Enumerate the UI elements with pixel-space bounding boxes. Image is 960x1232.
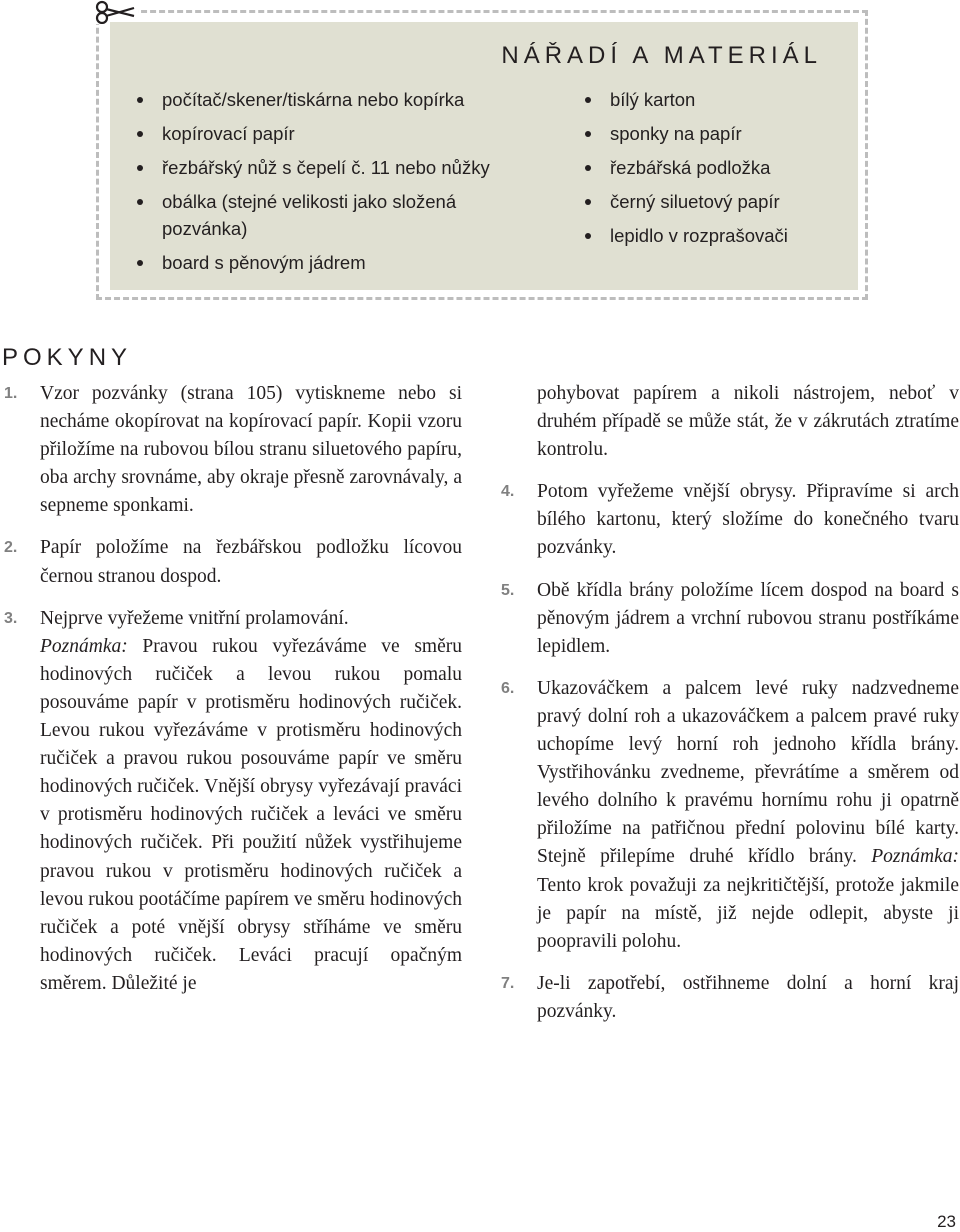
note-text: Tento krok považuji za nejkritičtější, protože jakmile je papír na místě, již nejde odlepit, abyste ji poopravili polohu. <box>537 874 959 952</box>
list-item: počítač/skener/tiskárna nebo kopírka <box>162 86 562 113</box>
step-number: 1. <box>4 385 18 402</box>
list-item: řezbářská podložka <box>610 154 850 181</box>
step-number: 2. <box>4 539 18 557</box>
tools-list-right <box>610 86 850 256</box>
scissors-icon <box>94 0 138 24</box>
bullet-icon <box>585 199 591 205</box>
step <box>501 675 959 956</box>
step <box>501 970 959 1026</box>
bullet-icon <box>137 260 143 266</box>
step-number: 5. <box>501 581 515 599</box>
note-label: Poznámka: <box>871 846 959 868</box>
step-number: 4. <box>501 483 515 501</box>
bullet-icon <box>137 165 143 171</box>
list-item: černý siluetový papír <box>610 188 850 215</box>
step-text: Obě křídla brány položíme lícem dospod na board s pěnovým jádrem a vrchní rubovou stranu postříkáme lepidlem. <box>537 579 959 657</box>
list-item: sponky na papír <box>610 120 850 147</box>
step <box>501 478 959 562</box>
step-number: 6. <box>501 679 515 697</box>
step-number: 3. <box>4 609 18 627</box>
bullet-icon <box>585 97 591 103</box>
step-text: Nejprve vyřežeme vnitřní prolamování. <box>40 607 349 629</box>
note-text: Pravou rukou vyřezáváme ve směru hodinových ručiček a levou rukou pomalu posouváme papír v protisměru hodinových ručiček. Levou rukou vyřezáváme v protisměru hodinových ručiček a pravou rukou posouváme papír ve směru hodinových ručiček. Vnější obrysy vyřezávají praváci v protisměru hodinových ručiček a leváci ve směru hodinových ručiček. Při použití nůžek vystřihujeme pravou rukou v protisměru hodinových ručiček a levou rukou pootáčíme papírem ve směru hodinových ručiček a poté vnější obrysy stříháme ve směru hodinových ručiček. Leváci pracují opačným směrem. Důležité je <box>40 635 462 994</box>
instructions-column-right <box>501 380 959 1040</box>
step-text: Papír položíme na řezbářskou podložku lícovou černou stranou dospod. <box>40 537 462 587</box>
bullet-icon <box>137 97 143 103</box>
step-text: Vzor pozvánky (strana 105) vytiskneme nebo si necháme okopírovat na kopírovací papír. Kopii vzoru přiložíme na rubovou bílou stranu siluetového papíru, oba archy srovnáme, aby okraje přesně zarovnávaly, a sepneme sponkami. <box>40 383 462 517</box>
step <box>4 605 462 998</box>
bullet-icon <box>585 233 591 239</box>
continuation-text: pohybovat papírem a nikoli nástrojem, neboť v druhém případě se může stát, že v zákrutách ztratíme kontrolu. <box>537 383 959 461</box>
tools-list-left <box>162 86 562 283</box>
tools-and-materials-box <box>110 22 858 290</box>
tools-title: NÁŘADÍ A MATERIÁL <box>501 42 822 69</box>
note-label: Poznámka: <box>40 635 128 657</box>
step-text: Potom vyřežeme vnější obrysy. Připravíme si arch bílého kartonu, který složíme do konečného tvaru pozvánky. <box>537 481 959 559</box>
instructions-heading: POKYNY <box>2 344 133 371</box>
step-number: 7. <box>501 974 515 992</box>
instructions-column-left <box>4 380 462 1012</box>
list-item: lepidlo v rozprašovači <box>610 222 850 249</box>
list-item: board s pěnovým jádrem <box>162 249 562 276</box>
list-item: obálka (stejné velikosti jako složená pozvánka) <box>162 188 492 242</box>
bullet-icon <box>137 199 143 205</box>
list-item: kopírovací papír <box>162 120 562 147</box>
step <box>4 534 462 590</box>
step-text: Je-li zapotřebí, ostřihneme dolní a horní kraj pozvánky. <box>537 972 959 1022</box>
step <box>4 380 462 520</box>
bullet-icon <box>585 131 591 137</box>
bullet-icon <box>585 165 591 171</box>
page-number: 23 <box>937 1212 956 1231</box>
step <box>501 577 959 661</box>
step-continuation <box>537 380 959 464</box>
list-item: řezbářský nůž s čepelí č. 11 nebo nůžky <box>162 154 562 181</box>
list-item: bílý karton <box>610 86 850 113</box>
step-text: Ukazováčkem a palcem levé ruky nadzvedneme pravý dolní roh a ukazováčkem a palcem pravé ruky uchopíme levý horní roh jednoho křídla brány. Vystřihovánku zvedneme, převrátíme a směrem od levého dolního k pravému hornímu rohu ji opatrně přiložíme na patřičnou přední polovinu bílé karty. Stejně přilepíme druhé křídlo brány. <box>537 677 959 868</box>
bullet-icon <box>137 131 143 137</box>
